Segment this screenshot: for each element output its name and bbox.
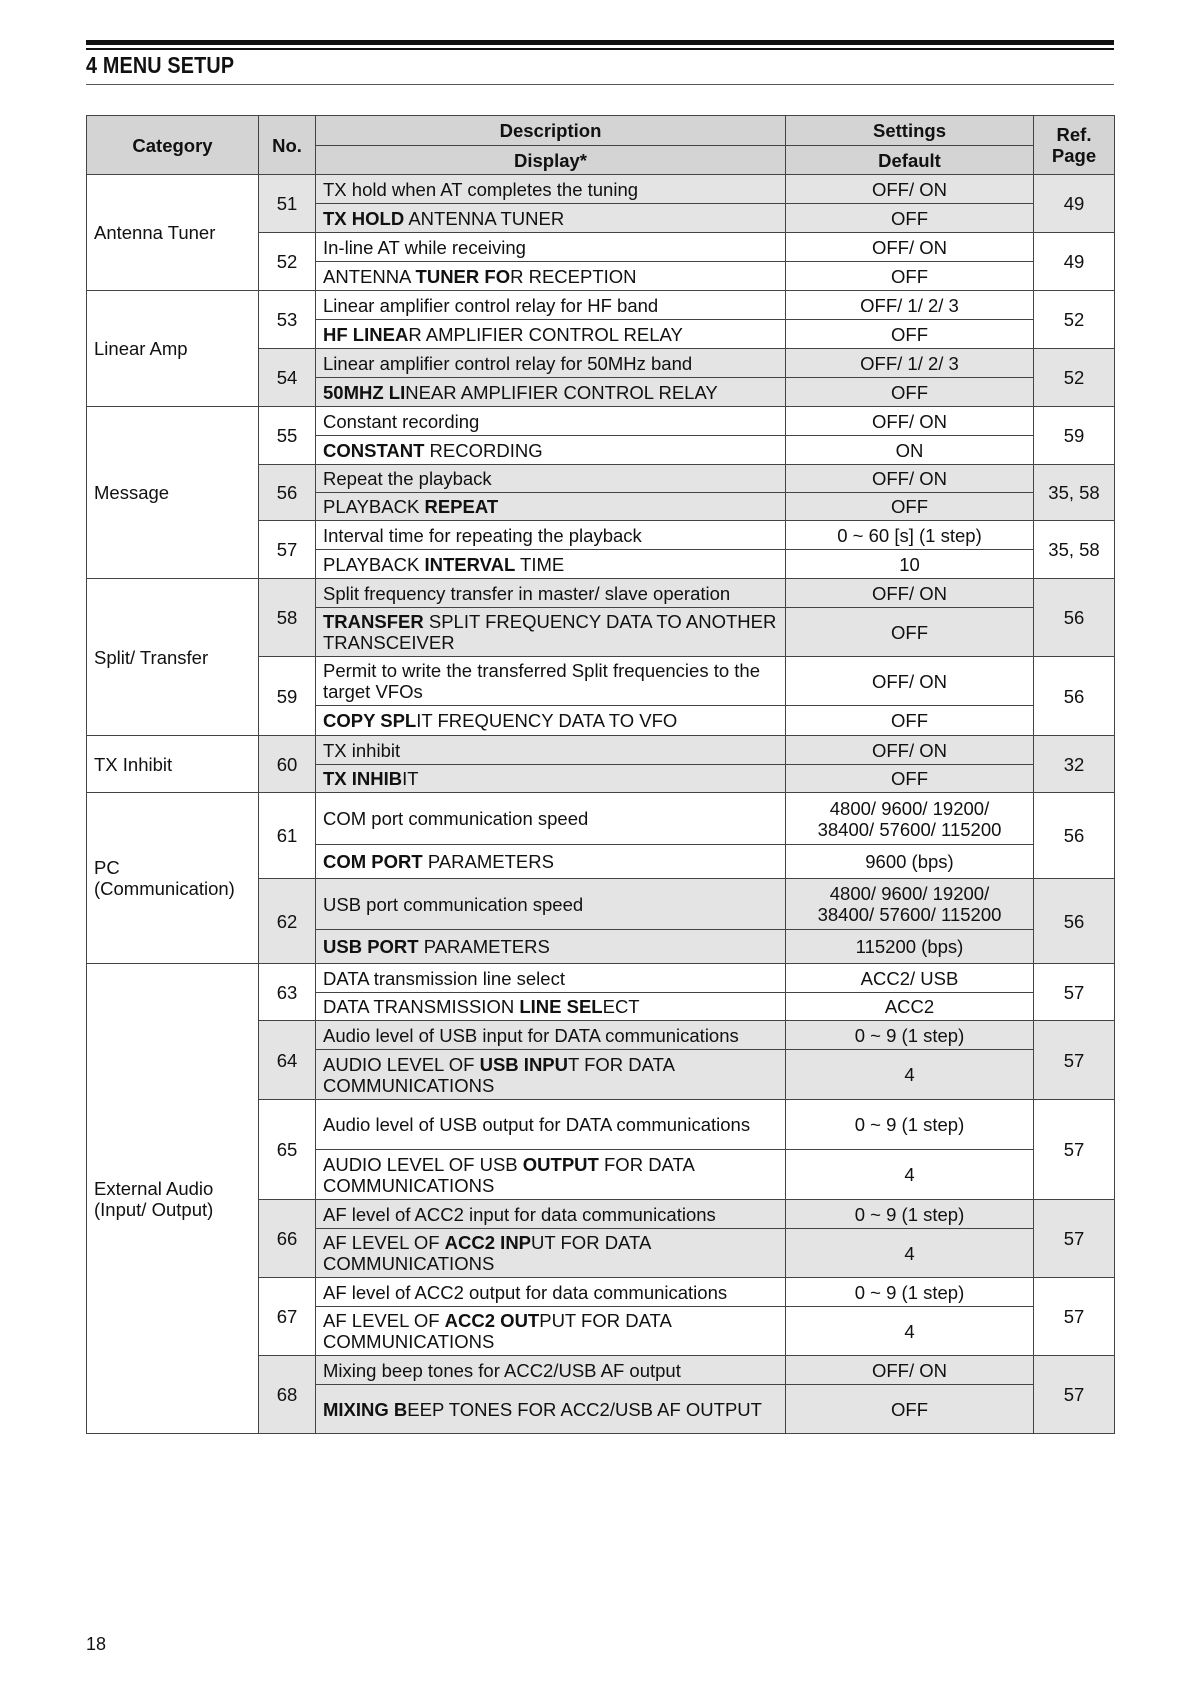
header-rule-thick: [86, 40, 1114, 45]
menu-no: 64: [259, 1021, 316, 1100]
ref-page: 57: [1034, 1356, 1115, 1434]
menu-no: 63: [259, 964, 316, 1021]
page-number: 18: [86, 1634, 107, 1654]
ref-page: 59: [1034, 407, 1115, 465]
ref-page: 49: [1034, 233, 1115, 291]
ref-page: 52: [1034, 291, 1115, 349]
category-cell: Linear Amp: [87, 291, 259, 407]
description: Audio level of USB input for DATA communications: [316, 1021, 786, 1050]
header-rule-thin: [86, 48, 1114, 50]
settings: 4800/ 9600/ 19200/ 38400/ 57600/ 115200: [786, 793, 1034, 845]
display-text: PLAYBACK REPEAT: [316, 493, 786, 521]
settings: ACC2/ USB: [786, 964, 1034, 993]
settings: OFF/ ON: [786, 233, 1034, 262]
header-settings: Settings: [786, 116, 1034, 146]
description: COM port communication speed: [316, 793, 786, 845]
display-text: ANTENNA TUNER FOR RECEPTION: [316, 262, 786, 291]
default-value: OFF: [786, 262, 1034, 291]
ref-page: 57: [1034, 1021, 1115, 1100]
description: In-line AT while receiving: [316, 233, 786, 262]
description: Interval time for repeating the playback: [316, 521, 786, 550]
display-text: COPY SPLIT FREQUENCY DATA TO VFO: [316, 706, 786, 736]
ref-page: 57: [1034, 1100, 1115, 1200]
default-value: OFF: [786, 765, 1034, 793]
category-cell: TX Inhibit: [87, 736, 259, 793]
description: DATA transmission line select: [316, 964, 786, 993]
default-value: 4: [786, 1307, 1034, 1356]
display-text: CONSTANT RECORDING: [316, 436, 786, 465]
default-value: OFF: [786, 608, 1034, 657]
settings: 0 ~ 9 (1 step): [786, 1100, 1034, 1150]
default-value: OFF: [786, 204, 1034, 233]
header-no: No.: [259, 116, 316, 175]
ref-page: 52: [1034, 349, 1115, 407]
menu-no: 60: [259, 736, 316, 793]
title-underline: [86, 84, 1114, 85]
header-description: Description: [316, 116, 786, 146]
description: Audio level of USB output for DATA communications: [316, 1100, 786, 1150]
default-value: OFF: [786, 378, 1034, 407]
settings: 0 ~ 9 (1 step): [786, 1021, 1034, 1050]
settings: 4800/ 9600/ 19200/ 38400/ 57600/ 115200: [786, 879, 1034, 930]
menu-no: 59: [259, 657, 316, 736]
category-cell: Split/ Transfer: [87, 579, 259, 736]
display-text: AF LEVEL OF ACC2 OUTPUT FOR DATA COMMUNICATIONS: [316, 1307, 786, 1356]
default-value: ACC2: [786, 993, 1034, 1021]
default-value: OFF: [786, 320, 1034, 349]
default-value: 4: [786, 1229, 1034, 1278]
description: AF level of ACC2 input for data communications: [316, 1200, 786, 1229]
settings: OFF/ ON: [786, 465, 1034, 493]
description: Linear amplifier control relay for 50MHz band: [316, 349, 786, 378]
menu-no: 55: [259, 407, 316, 465]
menu-no: 51: [259, 175, 316, 233]
menu-no: 61: [259, 793, 316, 879]
settings: OFF/ ON: [786, 579, 1034, 608]
display-text: MIXING BEEP TONES FOR ACC2/USB AF OUTPUT: [316, 1385, 786, 1434]
menu-no: 53: [259, 291, 316, 349]
settings: OFF/ ON: [786, 1356, 1034, 1385]
menu-no: 62: [259, 879, 316, 964]
description: USB port communication speed: [316, 879, 786, 930]
ref-page: 35, 58: [1034, 521, 1115, 579]
menu-no: 66: [259, 1200, 316, 1278]
display-text: COM PORT PARAMETERS: [316, 845, 786, 879]
display-text: TRANSFER SPLIT FREQUENCY DATA TO ANOTHER TRANSCEIVER: [316, 608, 786, 657]
settings: 0 ~ 9 (1 step): [786, 1278, 1034, 1307]
header-category: Category: [87, 116, 259, 175]
settings: OFF/ ON: [786, 175, 1034, 204]
menu-no: 68: [259, 1356, 316, 1434]
ref-page: 57: [1034, 964, 1115, 1021]
display-text: TX HOLD ANTENNA TUNER: [316, 204, 786, 233]
ref-page: 56: [1034, 579, 1115, 657]
description: TX inhibit: [316, 736, 786, 765]
default-value: 10: [786, 550, 1034, 579]
category-cell: Antenna Tuner: [87, 175, 259, 291]
default-value: 4: [786, 1150, 1034, 1200]
settings: OFF/ ON: [786, 657, 1034, 706]
menu-table: [86, 115, 1115, 1434]
display-text: AUDIO LEVEL OF USB INPUT FOR DATA COMMUNICATIONS: [316, 1050, 786, 1100]
display-text: TX INHIBIT: [316, 765, 786, 793]
header-ref-page: Ref. Page: [1034, 116, 1115, 175]
ref-page: 35, 58: [1034, 465, 1115, 521]
default-value: OFF: [786, 1385, 1034, 1434]
default-value: OFF: [786, 493, 1034, 521]
default-value: 9600 (bps): [786, 845, 1034, 879]
display-text: AUDIO LEVEL OF USB OUTPUT FOR DATA COMMUNICATIONS: [316, 1150, 786, 1200]
ref-page: 56: [1034, 657, 1115, 736]
default-value: 115200 (bps): [786, 930, 1034, 964]
menu-no: 57: [259, 521, 316, 579]
default-value: OFF: [786, 706, 1034, 736]
description: Constant recording: [316, 407, 786, 436]
display-text: HF LINEAR AMPLIFIER CONTROL RELAY: [316, 320, 786, 349]
display-text: 50MHZ LINEAR AMPLIFIER CONTROL RELAY: [316, 378, 786, 407]
display-text: DATA TRANSMISSION LINE SELECT: [316, 993, 786, 1021]
ref-page: 56: [1034, 879, 1115, 964]
menu-no: 54: [259, 349, 316, 407]
description: Linear amplifier control relay for HF band: [316, 291, 786, 320]
category-cell: Message: [87, 407, 259, 579]
ref-page: 57: [1034, 1278, 1115, 1356]
menu-no: 67: [259, 1278, 316, 1356]
ref-page: 32: [1034, 736, 1115, 793]
description: Repeat the playback: [316, 465, 786, 493]
settings: OFF/ 1/ 2/ 3: [786, 291, 1034, 320]
category-cell: PC (Communication): [87, 793, 259, 964]
settings: OFF/ ON: [786, 736, 1034, 765]
menu-no: 56: [259, 465, 316, 521]
default-value: 4: [786, 1050, 1034, 1100]
page-title: 4 MENU SETUP: [86, 52, 235, 78]
description: Permit to write the transferred Split frequencies to the target VFOs: [316, 657, 786, 706]
description: AF level of ACC2 output for data communications: [316, 1278, 786, 1307]
menu-no: 65: [259, 1100, 316, 1200]
settings: OFF/ 1/ 2/ 3: [786, 349, 1034, 378]
settings: 0 ~ 9 (1 step): [786, 1200, 1034, 1229]
ref-page: 49: [1034, 175, 1115, 233]
ref-page: 56: [1034, 793, 1115, 879]
menu-no: 58: [259, 579, 316, 657]
settings: OFF/ ON: [786, 407, 1034, 436]
ref-page: 57: [1034, 1200, 1115, 1278]
header-display: Display*: [316, 146, 786, 175]
header-default: Default: [786, 146, 1034, 175]
menu-no: 52: [259, 233, 316, 291]
description: Split frequency transfer in master/ slave operation: [316, 579, 786, 608]
default-value: ON: [786, 436, 1034, 465]
display-text: AF LEVEL OF ACC2 INPUT FOR DATA COMMUNICATIONS: [316, 1229, 786, 1278]
description: TX hold when AT completes the tuning: [316, 175, 786, 204]
description: Mixing beep tones for ACC2/USB AF output: [316, 1356, 786, 1385]
category-cell: External Audio (Input/ Output): [87, 964, 259, 1434]
display-text: PLAYBACK INTERVAL TIME: [316, 550, 786, 579]
settings: 0 ~ 60 [s] (1 step): [786, 521, 1034, 550]
display-text: USB PORT PARAMETERS: [316, 930, 786, 964]
